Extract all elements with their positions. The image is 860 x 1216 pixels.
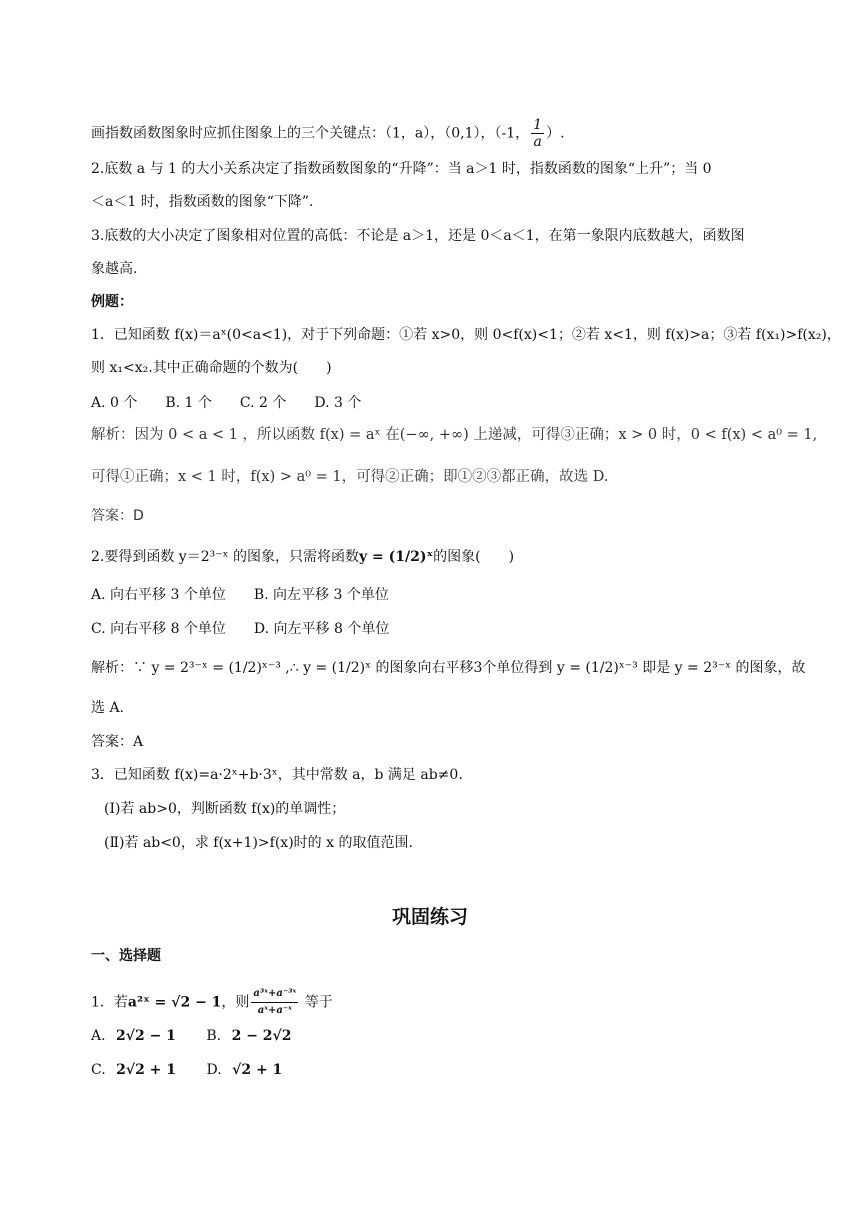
intro-text: 画指数函数图象时应抓住图象上的三个关键点：（1，a），（0,1），（-1， xyxy=(91,125,530,142)
example-1-solution-a: 解析：因为 0 < a < 1 ，所以函数 f(x) = aˣ 在(−∞, +∞) 上递减，可得③正确；x > 0 时，0 < f(x) < a⁰ = 1, xyxy=(91,427,818,443)
fraction-denominator: aˣ+a⁻ˣ xyxy=(257,1005,292,1016)
option-d: √2 + 1 xyxy=(232,1062,283,1078)
option-b: 2 − 2√2 xyxy=(231,1028,292,1044)
question-text: 2.要得到函数 y＝2³⁻ˣ 的图象，只需将函数 xyxy=(91,549,360,565)
intro-line-1 xyxy=(91,117,565,150)
practice-1-options-ab xyxy=(91,1026,291,1046)
point-3-line-b: 象越高. xyxy=(91,261,138,277)
math-condition: a²ˣ = √2 − 1 xyxy=(127,994,222,1011)
intro-text-end: ）. xyxy=(546,125,565,142)
practice-1-question xyxy=(91,986,333,1019)
point-2-line-a: 2.底数 a 与 1 的大小关系决定了指数函数图象的“升降”：当 a＞1 时，指数函数的图象“上升”；当 0 xyxy=(91,161,712,177)
example-2-options-cd: C. 向右平移 8 个单位 D. 向左平移 8 个单位 xyxy=(91,621,390,637)
fraction-numerator: 1 xyxy=(533,117,543,133)
option-a-label: A. xyxy=(91,1028,106,1044)
question-text-end: 的图象( ) xyxy=(433,549,515,565)
example-3-question: 3．已知函数 f(x)=a·2ˣ+b·3ˣ，其中常数 a，b 满足 ab≠0. xyxy=(91,767,463,783)
option-c-label: C. xyxy=(91,1062,106,1078)
example-1-question-a: 1．已知函数 f(x)＝aˣ(0<a<1)，对于下列命题：①若 x>0，则 0<f(x)<1；②若 x<1，则 f(x)>a；③若 f(x₁)>f(x₂)， xyxy=(91,327,841,343)
option-c: 2√2 + 1 xyxy=(116,1062,177,1078)
examples-heading: 例题： xyxy=(91,294,133,310)
question-text-end: 等于 xyxy=(300,994,333,1011)
example-3-part-i: (Ⅰ)若 ab>0，判断函数 f(x)的单调性； xyxy=(104,801,346,817)
example-2-answer: 答案：A xyxy=(91,734,144,750)
practice-title: 巩固练习 xyxy=(391,906,468,928)
example-3-part-ii: (Ⅱ)若 ab<0，求 f(x+1)>f(x)时的 x 的取值范围. xyxy=(104,835,413,851)
section-heading: 一、选择题 xyxy=(91,948,161,964)
math-expression: y = (1/2)ˣ xyxy=(359,549,434,565)
option-b-label: B. xyxy=(206,1028,222,1044)
example-2-question xyxy=(91,547,514,567)
example-1-solution-b: 可得①正确；x < 1 时，f(x) > a⁰ = 1，可得②正确；即①②③都正确，故选 D. xyxy=(91,469,609,485)
question-text: ，则 xyxy=(221,994,250,1011)
example-1-options: A. 0 个 B. 1 个 C. 2 个 D. 3 个 xyxy=(91,395,362,411)
example-2-solution-b: 选 A. xyxy=(91,700,125,716)
example-1-question-b: 则 x₁<x₂.其中正确命题的个数为( ) xyxy=(91,360,332,376)
practice-1-options-cd xyxy=(91,1060,282,1080)
option-d-label: D. xyxy=(206,1062,222,1078)
example-2-solution-a: 解析：∵ y = 2³⁻ˣ = (1/2)ˣ⁻³ ,∴ y = (1/2)ˣ 的图象向右平移3个单位得到 y = (1/2)ˣ⁻³ 即是 y = 2³⁻ˣ 的图象，故 xyxy=(91,660,806,676)
fraction-1-over-a xyxy=(531,117,544,150)
fraction-numerator: a³ˣ+a⁻³ˣ xyxy=(251,986,298,1003)
fraction-expression xyxy=(251,986,298,1019)
question-number: 1．若 xyxy=(91,994,128,1011)
point-3-line-a: 3.底数的大小决定了图象相对位置的高低：不论是 a＞1，还是 0＜a＜1，在第一象限内底数越大，函数图 xyxy=(91,228,745,244)
example-1-answer: 答案：D xyxy=(91,508,144,524)
fraction-denominator: a xyxy=(533,134,542,150)
example-2-options-ab: A. 向右平移 3 个单位 B. 向左平移 3 个单位 xyxy=(91,587,389,603)
option-a: 2√2 − 1 xyxy=(116,1028,176,1044)
point-2-line-b: ＜a＜1 时，指数函数的图象“下降”. xyxy=(91,194,314,210)
